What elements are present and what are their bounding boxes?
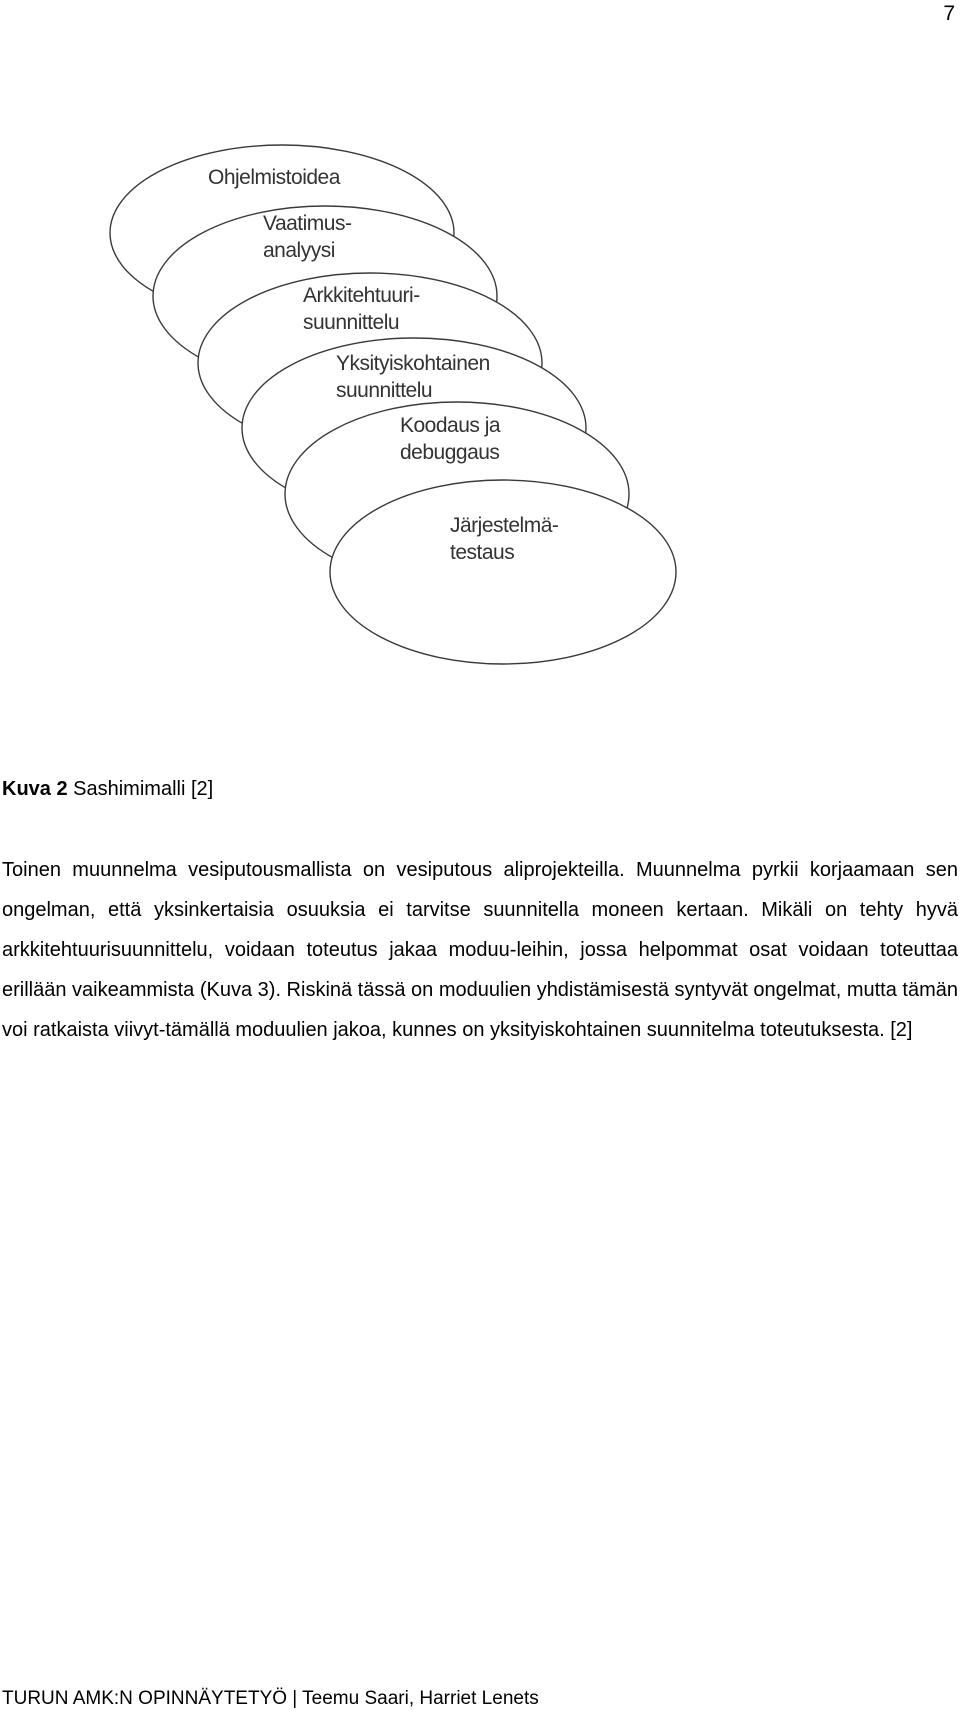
stage-label: Ohjelmistoidea xyxy=(208,166,340,189)
stage-ellipse xyxy=(330,480,676,664)
stage-label: testaus xyxy=(450,541,515,564)
stage-label: Arkkitehtuuri- xyxy=(303,284,420,307)
page-footer: TURUN AMK:N OPINNÄYTETYÖ | Teemu Saari, Harriet Lenets xyxy=(2,1688,539,1709)
caption-text: Sashimimalli [2] xyxy=(67,778,214,800)
stage-label: debuggaus xyxy=(400,441,500,464)
caption-lead: Kuva 2 xyxy=(2,778,68,800)
stage-label: suunnittelu xyxy=(303,311,400,334)
stage-label: analyysi xyxy=(263,239,335,262)
body-paragraph: Toinen muunnelma vesiputousmallista on vesiputous aliprojekteilla. Muunnelma pyrkii korjaamaan sen ongelman, että yksinkertaisia osuuksia ei tarvitse suunnitella moneen kertaan. Mikäli on tehty hyvä arkkitehtuurisuunnittelu, voidaan toteutus jakaa moduu-leihin, jossa helpommat osat voidaan toteuttaa erillään vaikeammista (Kuva 3). Riskinä tässä on moduulien yhdistämisestä syntyvät ongelmat, mutta tämän voi ratkaista viivyt-tämällä moduulien jakoa, kunnes on yksityiskohtainen suunnitelma toteutuksesta. [2] xyxy=(2,859,958,1041)
stage-label: suunnittelu xyxy=(336,379,433,402)
sashimi-model-figure xyxy=(100,140,760,740)
stage-label: Yksityiskohtainen xyxy=(336,352,490,375)
stage-label: Järjestelmä- xyxy=(450,514,559,537)
page-number: 7 xyxy=(943,2,955,25)
sashimi-diagram xyxy=(100,140,760,740)
stage-6 xyxy=(330,480,676,664)
stage-label: Koodaus ja xyxy=(400,414,501,437)
stage-label: Vaatimus- xyxy=(263,212,352,235)
figure-caption xyxy=(2,778,213,801)
